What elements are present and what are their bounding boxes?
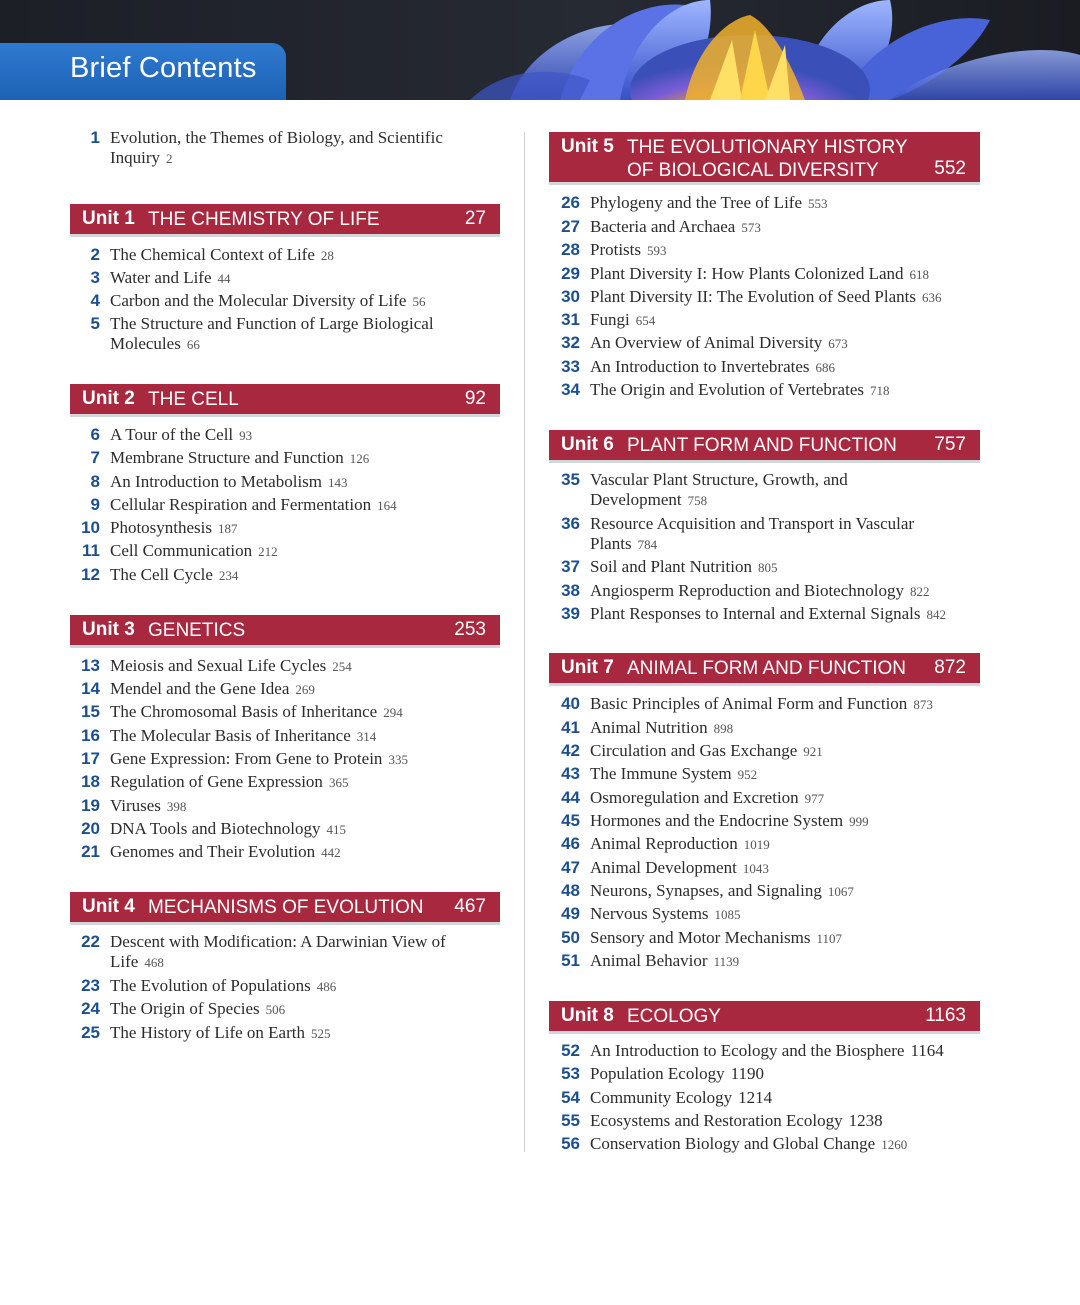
chapter-title: Mendel and the Gene Idea [110,679,290,698]
chapter-title: An Overview of Animal Diversity [590,333,823,352]
chapter-title: The Molecular Basis of Inheritance [110,726,351,745]
chapter-title: Bacteria and Archaea [590,217,736,236]
chapter-title: Circulation and Gas Exchange [590,741,798,760]
chapter-title: Osmoregulation and Excretion [590,788,799,807]
page-number: 1164 [910,1041,944,1060]
chapter-title: Basic Principles of Animal Form and Function [590,694,908,713]
chapter-title: Cell Communication [110,541,253,560]
chapter-number: 34 [561,380,580,399]
unit-page: 1163 [925,1005,966,1026]
chapter-number: 8 [90,472,100,491]
chapter-number: 2 [90,245,100,264]
chapter-number: 25 [81,1023,100,1042]
chapter-title: Plant Diversity I: How Plants Colonized Land [590,264,904,283]
page-number: 254 [332,659,352,674]
chapter-title: Sensory and Motor Mechanisms [590,928,811,947]
page-number: 415 [326,822,347,837]
unit-page: 253 [454,619,486,640]
page-number: 1214 [738,1088,773,1107]
page-number: 654 [635,313,656,328]
chapter-number: 39 [561,604,580,623]
page-number: 686 [815,360,836,375]
chapter-title: Soil and Plant Nutrition [590,557,752,576]
chapter-number: 14 [81,679,100,698]
chapter-title: The Origin of Species [110,999,260,1018]
chapter-number: 33 [561,357,580,376]
chapter-number: 56 [561,1134,580,1153]
page-number: 1260 [881,1137,908,1152]
chapter-number: 38 [561,581,580,600]
chapter-number: 55 [561,1111,580,1130]
page-number: 294 [383,705,403,720]
chapter-title: The History of Life on Earth [110,1023,305,1042]
unit-2-header[interactable] [70,384,500,414]
chapter-number: 16 [81,726,100,745]
chapter-number: 9 [90,495,100,514]
page-number: 977 [804,791,825,806]
unit-page: 467 [454,896,486,917]
page-number: 1085 [714,907,741,922]
chapter-number: 31 [561,310,580,329]
unit-4-header[interactable] [70,892,500,922]
chapter-number: 40 [561,694,580,713]
chapter-number: 17 [81,749,100,768]
page-number: 1067 [827,884,854,899]
page-number: 66 [186,337,200,352]
chapter-title: Angiosperm Reproduction and Biotechnology [590,581,904,600]
chapter-number: 54 [561,1088,580,1107]
page-number: 365 [328,775,349,790]
chapter-title: An Introduction to Metabolism [110,472,323,491]
unit-title: MECHANISMS OF EVOLUTION [148,897,424,918]
chapter-title: Animal Nutrition [590,718,708,737]
chapter-title: Protists [590,240,642,259]
chapter-title: An Introduction to Invertebrates [590,357,810,376]
chapter-title: Animal Development [590,858,737,877]
chapter-number: 22 [81,932,100,951]
page-number: 44 [217,271,231,286]
chapter-number: 21 [81,842,100,861]
chapter-title: Carbon and the Molecular Diversity of Life [110,291,407,310]
page-number: 898 [713,721,734,736]
unit-label: Unit 1 [82,208,135,229]
chapter-title: Ecosystems and Restoration Ecology [590,1111,843,1130]
page-number: 842 [926,607,946,622]
unit-6-header[interactable] [549,430,980,460]
unit-page: 552 [934,158,966,179]
unit-label: Unit 3 [82,619,135,640]
chapter-title: The Chemical Context of Life [110,245,315,264]
chapter-number: 45 [561,811,580,830]
page-header [0,0,1080,100]
page-number: 1043 [742,861,769,876]
chapter-title: Viruses [110,796,161,815]
page-number: 234 [218,568,239,583]
chapter-number: 36 [561,514,580,533]
chapter-title: An Introduction to Ecology and the Biosphere [590,1041,905,1060]
chapter-number: 23 [81,976,100,995]
unit-title: ANIMAL FORM AND FUNCTION [627,658,907,679]
unit-label: Unit 7 [561,657,614,678]
chapter-title: Evolution, the Themes of Biology, and Scientific [110,128,443,147]
chapter-title: The Origin and Evolution of Vertebrates [590,380,864,399]
chapter-number: 42 [561,741,580,760]
chapter-title-cont: Inquiry [110,148,161,167]
chapter-title-cont: Development [590,490,682,509]
unit-title-cont: OF BIOLOGICAL DIVERSITY [627,160,879,181]
chapter-title: Genomes and Their Evolution [110,842,316,861]
chapter-title: Animal Reproduction [590,834,738,853]
chapter-title: Population Ecology [590,1064,725,1083]
chapter-title: Photosynthesis [110,518,213,537]
unit-page: 27 [464,208,486,229]
column-divider [524,132,525,1152]
chapter-title: Meiosis and Sexual Life Cycles [110,656,327,675]
chapter-number: 30 [561,287,580,306]
unit-title: THE EVOLUTIONARY HISTORY OF BIOLOGICAL DIVERSITY [627,137,908,181]
unit-label: Unit 2 [82,388,135,409]
unit-label: Unit 5 [561,136,614,157]
chapter-number: 44 [561,788,580,807]
page-number: 486 [316,979,337,994]
chapter-number: 20 [81,819,100,838]
page-number: 618 [909,267,930,282]
chapter-number: 29 [561,264,580,283]
unit-title: ECOLOGY [627,1006,721,1027]
chapter-number: 26 [561,193,580,212]
unit-page: 872 [934,657,966,678]
page-number: 921 [803,744,823,759]
page-number: 56 [412,294,426,309]
chapter-number: 13 [81,656,100,675]
page-number: 784 [637,537,658,552]
chapter-number: 24 [81,999,100,1018]
unit-8-header[interactable] [549,1001,980,1031]
chapter-title: Animal Behavior [590,951,708,970]
page-number: 593 [647,243,667,258]
chapter-number: 35 [561,470,580,489]
brief-contents-tab [0,43,286,100]
page-number: 398 [166,799,187,814]
chapter-title: Descent with Modification: A Darwinian View of [110,932,446,951]
unit-5-header[interactable] [549,132,980,182]
chapter-number: 27 [561,217,580,236]
page-number: 952 [737,767,758,782]
chapter-number: 50 [561,928,580,947]
chapter-number: 3 [90,268,100,287]
chapter-number: 4 [90,291,100,310]
unit-label: Unit 4 [82,896,135,917]
chapter-number: 18 [81,772,100,791]
chapter-number: 32 [561,333,580,352]
chapter-title: Vascular Plant Structure, Growth, and [590,470,848,489]
page-number: 143 [328,475,348,490]
chapter-title-cont: Molecules [110,334,181,353]
chapter-title: The Cell Cycle [110,565,213,584]
page-number: 673 [828,336,848,351]
chapter-number: 52 [561,1041,580,1060]
page-number: 525 [310,1026,331,1041]
chapter-title: The Chromosomal Basis of Inheritance [110,702,378,721]
unit-1-header[interactable] [70,204,500,234]
page-number: 269 [295,682,315,697]
chapter-number: 49 [561,904,580,923]
page-number: 999 [849,814,869,829]
chapter-title: Nervous Systems [590,904,709,923]
chapter-title: Cellular Respiration and Fermentation [110,495,372,514]
chapter-title: Water and Life [110,268,212,287]
chapter-title: Fungi [590,310,630,329]
page-number: 573 [741,220,761,235]
page-number: 314 [356,729,377,744]
page-number: 212 [258,544,278,559]
chapter-title: Regulation of Gene Expression [110,772,323,791]
page-number: 1019 [743,837,770,852]
chapter-number: 15 [81,702,100,721]
unit-7-header[interactable] [549,653,980,683]
chapter-title: DNA Tools and Biotechnology [110,819,321,838]
unit-label: Unit 8 [561,1005,614,1026]
unit-label: Unit 6 [561,434,614,455]
unit-3-header[interactable] [70,615,500,645]
chapter-number: 37 [561,557,580,576]
chapter-title: Plant Diversity II: The Evolution of Seed Plants [590,287,916,306]
unit-title: THE CHEMISTRY OF LIFE [148,209,380,230]
unit-title: THE CELL [148,389,239,410]
page-number: 28 [320,248,334,263]
chapter-number: 12 [81,565,100,584]
water-lily-image [470,0,1080,100]
chapter-number: 1 [90,128,100,147]
chapter-number: 28 [561,240,580,259]
chapter-number: 46 [561,834,580,853]
page-number: 1107 [816,931,843,946]
page-number: 506 [265,1002,286,1017]
chapter-number: 48 [561,881,580,900]
chapter-number: 43 [561,764,580,783]
page-number: 2 [166,151,173,166]
chapter-title: Phylogeny and the Tree of Life [590,193,802,212]
chapter-title: Conservation Biology and Global Change [590,1134,876,1153]
chapter-number: 19 [81,796,100,815]
chapter-number: 5 [90,314,100,333]
unit-page: 92 [464,388,486,409]
page-number: 822 [909,584,930,599]
chapter-title: Neurons, Synapses, and Signaling [590,881,822,900]
chapter-title-cont: Life [110,952,139,971]
page-number: 187 [218,521,238,536]
page-number: 873 [913,697,933,712]
unit-title: PLANT FORM AND FUNCTION [627,435,897,456]
chapter-title: The Evolution of Populations [110,976,311,995]
unit-page: 757 [934,434,966,455]
page-number: 553 [808,196,828,211]
page-number: 1139 [713,954,740,969]
chapter-title: The Immune System [590,764,732,783]
chapter-title: Community Ecology [590,1088,733,1107]
page-number: 93 [239,428,253,443]
chapter-number: 7 [90,448,100,467]
page-number: 442 [321,845,341,860]
chapter-title: Membrane Structure and Function [110,448,344,467]
chapter-title-cont: Plants [590,534,632,553]
chapter-number: 53 [561,1064,580,1083]
chapter-title: Hormones and the Endocrine System [590,811,844,830]
chapter-number: 47 [561,858,580,877]
page-number: 1238 [848,1111,883,1130]
chapter-number: 6 [90,425,100,444]
chapter-title: The Structure and Function of Large Biological [110,314,434,333]
chapter-number: 10 [81,518,100,537]
chapter-number: 41 [561,718,580,737]
page-number: 758 [687,493,708,508]
page-number: 718 [869,383,890,398]
chapter-title: Resource Acquisition and Transport in Vascular [590,514,915,533]
page-number: 126 [349,451,370,466]
page-number: 1190 [730,1064,764,1083]
page-number: 636 [921,290,942,305]
page-number: 335 [388,752,408,767]
chapter-title: A Tour of the Cell [110,425,234,444]
chapter-number: 11 [82,541,100,560]
unit-title: GENETICS [148,620,246,641]
chapter-title: Plant Responses to Internal and External Signals [590,604,921,623]
chapter-number: 51 [561,951,580,970]
page-number: 805 [757,560,778,575]
page-number: 468 [144,955,164,970]
page-title: Brief Contents [70,52,257,84]
chapter-title: Gene Expression: From Gene to Protein [110,749,383,768]
page-number: 164 [377,498,397,513]
